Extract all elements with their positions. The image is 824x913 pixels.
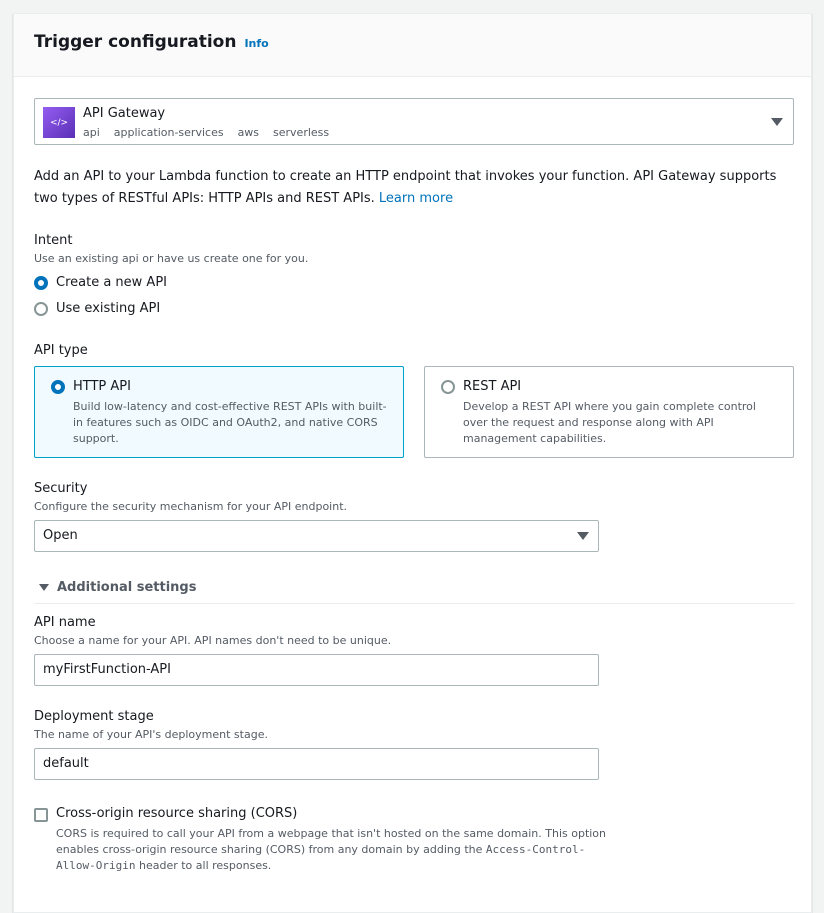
additional-settings-label: Additional settings <box>57 580 197 595</box>
radio-label: Use existing API <box>56 301 161 316</box>
cors-checkbox[interactable] <box>34 808 48 822</box>
tile-description: Develop a REST API where you gain complete control over the request and response along with API management capabilities. <box>463 400 756 445</box>
radio-use-existing-api[interactable] <box>34 302 48 316</box>
security-value: Open <box>43 528 78 543</box>
deployment-stage-input[interactable]: default <box>34 748 599 780</box>
trigger-name: API Gateway <box>83 106 166 121</box>
api-type-http-tile[interactable] <box>34 366 404 458</box>
cors-header-code: Access-Control-Allow-Origin <box>56 843 586 872</box>
radio-create-new-api[interactable] <box>34 276 48 290</box>
panel-header <box>14 14 811 77</box>
radio-rest-api[interactable] <box>441 380 455 394</box>
deployment-stage-help: The name of your API's deployment stage. <box>34 728 268 741</box>
trigger-tags <box>83 126 343 139</box>
api-type-label: API type <box>34 343 88 358</box>
caret-expanded-icon <box>39 584 49 591</box>
intent-label: Intent <box>34 233 73 248</box>
trigger-configuration-panel <box>13 13 812 913</box>
tile-description: Build low-latency and cost-effective REST APIs with built-in features such as OIDC and OAuth2, and native CORS support. <box>73 400 387 445</box>
description-text: Add an API to your Lambda function to create an HTTP endpoint that invokes your function. API Gateway supports two types of RESTful APIs: HTTP APIs and REST APIs. <box>34 169 777 206</box>
deployment-stage-label: Deployment stage <box>34 709 154 724</box>
tag: serverless <box>273 126 330 139</box>
tag: aws <box>237 126 260 139</box>
learn-more-link[interactable]: Learn more <box>378 191 454 206</box>
security-help: Configure the security mechanism for your API endpoint. <box>34 500 348 513</box>
tile-title: HTTP API <box>73 379 131 394</box>
radio-http-api[interactable] <box>51 380 65 394</box>
radio-label: Create a new API <box>56 275 167 290</box>
cors-help-text: header to all responses. <box>135 859 272 872</box>
cors-help <box>56 826 616 874</box>
api-gateway-icon: </> <box>43 107 75 138</box>
trigger-description <box>34 166 794 210</box>
security-label: Security <box>34 481 88 496</box>
additional-settings-toggle[interactable] <box>34 580 794 604</box>
tag: api <box>83 126 100 139</box>
caret-down-icon <box>577 532 589 540</box>
tile-title: REST API <box>463 379 522 394</box>
caret-down-icon <box>771 118 783 126</box>
intent-help: Use an existing api or have us create one for you. <box>34 252 309 265</box>
cors-help-text: CORS is required to call your API from a webpage that isn't hosted on the same domain. This option enables cross-origin resource sharing (CORS) from any domain by adding the <box>56 827 607 856</box>
api-name-input[interactable]: myFirstFunction-API <box>34 654 599 686</box>
info-link[interactable]: Info <box>244 37 269 50</box>
api-name-label: API name <box>34 615 96 630</box>
api-name-help: Choose a name for your API. API names don't need to be unique. <box>34 634 392 647</box>
tag: application-services <box>113 126 224 139</box>
api-type-rest-tile[interactable] <box>424 366 794 458</box>
page-title: Trigger configuration <box>34 32 237 52</box>
cors-label: Cross-origin resource sharing (CORS) <box>56 806 298 821</box>
security-select[interactable] <box>34 520 599 552</box>
trigger-source-select[interactable] <box>34 98 794 145</box>
